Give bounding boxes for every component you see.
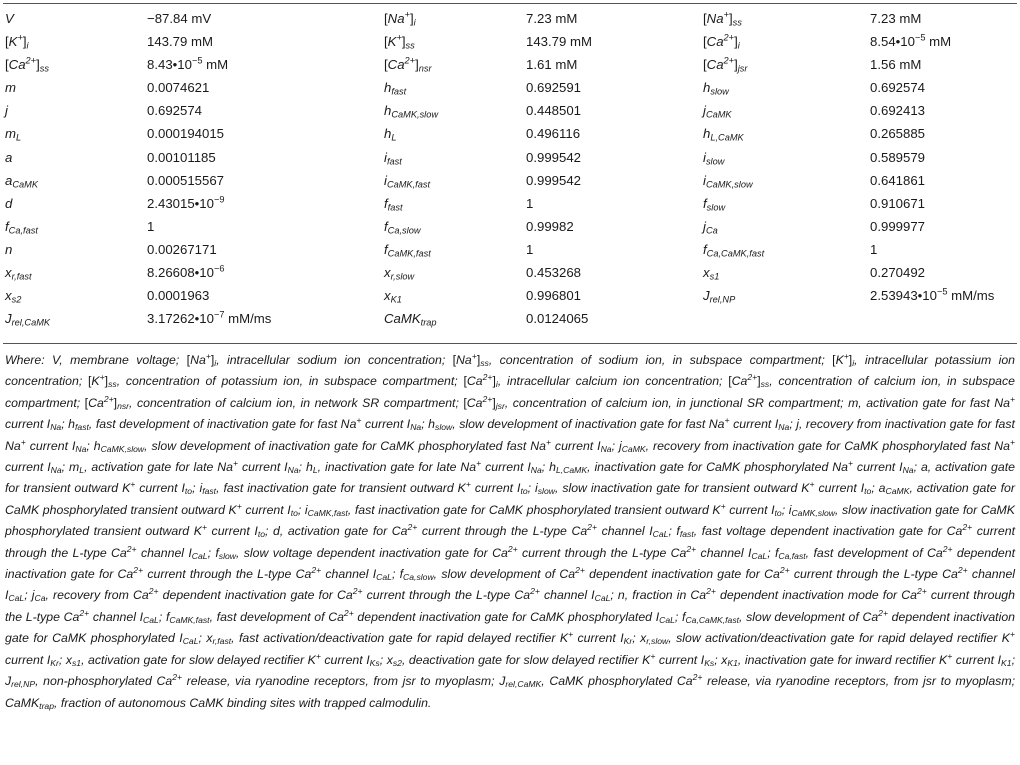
- value-cell: 0.910671: [870, 195, 926, 211]
- value-cell: 0.0074621: [147, 80, 210, 96]
- symbol-cell: $[K^+]_{ss}$: [384, 32, 415, 51]
- top-rule: [3, 3, 1017, 4]
- symbol-cell: $f_{fast}$: [384, 195, 403, 213]
- table-row: [3, 30, 1017, 53]
- value-cell: 0.000194015: [147, 126, 225, 142]
- symbol-cell: $[K^+]_i$: [5, 32, 29, 51]
- symbol-cell: $f_{Ca,slow}$: [384, 218, 421, 236]
- symbol-cell: $a_{CaMK}$: [5, 172, 38, 189]
- value-cell: 0.00101185: [147, 149, 216, 165]
- value-cell: 1: [526, 241, 534, 257]
- value-cell: $3.17262•10^{-7}$ mM/ms: [147, 309, 272, 327]
- symbol-cell: $x_{s2}$: [5, 288, 22, 305]
- symbol-cell: $j_{Ca}$: [703, 218, 718, 236]
- value-cell: 1: [870, 241, 878, 257]
- table-row: [3, 99, 1017, 122]
- value-cell: 1: [526, 195, 534, 211]
- value-cell: 0.692574: [147, 103, 203, 119]
- symbol-cell: V: [5, 11, 14, 26]
- symbol-cell: $x_{K1}$: [384, 288, 402, 305]
- value-cell: 0.641861: [870, 172, 926, 188]
- value-cell: $8.54•10^{-5}$ mM: [870, 32, 952, 50]
- symbol-cell: $[Na^+]_i$: [384, 9, 416, 28]
- value-cell: 0.999542: [526, 149, 582, 165]
- symbol-cell: $i_{fast}$: [384, 149, 402, 166]
- value-cell: 1.56 mM: [870, 57, 922, 73]
- table-row: [3, 146, 1017, 169]
- symbol-cell: $x_{s1}$: [703, 265, 720, 282]
- symbol-cell: $i_{CaMK,fast}$: [384, 172, 431, 189]
- value-cell: 1.61 mM: [526, 57, 578, 73]
- symbol-cell: $i_{CaMK,slow}$: [703, 172, 753, 189]
- value-cell: 0.496116: [526, 126, 581, 142]
- value-cell: 0.999542: [526, 172, 582, 188]
- symbol-cell: d: [5, 195, 13, 211]
- value-cell: 0.999977: [870, 218, 926, 234]
- table-row: [3, 307, 1017, 330]
- symbol-cell: m: [5, 80, 16, 96]
- value-cell: 0.000515567: [147, 172, 225, 188]
- table-row: [3, 192, 1017, 215]
- symbol-cell: j: [5, 103, 8, 119]
- table-row: [3, 238, 1017, 261]
- table-row: [3, 215, 1017, 238]
- symbol-cell: $x_{r,fast}$: [5, 265, 32, 282]
- table-row: [3, 284, 1017, 307]
- value-cell: $8.43•10^{-5}$ mM: [147, 55, 229, 73]
- table-row: [3, 53, 1017, 76]
- symbol-cell: $[Na^+]_{ss}$: [703, 9, 742, 28]
- symbol-cell: $f_{Ca,CaMK,fast}$: [703, 241, 765, 259]
- value-cell: 0.692413: [870, 103, 926, 119]
- table-row: [3, 76, 1017, 99]
- symbol-cell: $h_{slow}$: [703, 80, 729, 97]
- value-cell: 0.692574: [870, 80, 926, 96]
- value-cell: 0.00267171: [147, 241, 217, 257]
- value-cell: 143.79 mM: [147, 34, 213, 50]
- table-footnote: Where: V, membrane voltage; $[Na^+]_i$, intracellular sodium ion concentration; $[Na^+]_{ss}$, concentration of sodium ion, in subspace compartment; $[K^+]_i$, intracellular potassium ion concentration; $[K^+]_{ss}$, concentration of potassium ion, in subspace compartment; $[Ca^{2+}]_i$, intracellular calcium ion concentration; $[Ca^{2+}]_{ss}$, concentration of calcium ion, in subspace compartment; $[Ca^{2+}]_{nsr}$, concentration of calcium ion, in network SR compartment; $[Ca^{2+}]_{jsr}$, concentration of calcium ion, in junctional SR compartment; m, activation gate for fast Na+ current $I_{Na}$; $h_{fast}$, fast development of inactivation gate for fast Na+ current $I_{Na}$; $h_{slow}$, slow development of inactivation gate for fast Na+ current $I_{Na}$; j, recovery from inactivation gate for fast Na+ current $I_{Na}$; $h_{CaMK,slow}$, slow development of inactivation gate for CaMK phosphorylated fast Na+ current $I_{Na}$; $j_{CaMK}$, recovery from inactivation gate for CaMK phosphorylated fast Na+ current $I_{Na}$; $m_L$, activation gate for late Na+ current $I_{Na}$; $h_L$, inactivation gate for late Na+ current $I_{Na}$; $h_{L,CaMK}$, inactivation gate for CaMK phosphorylated Na+ current $I_{Na}$; a, activation gate for transient outward K+ current $I_{to}$; $i_{fast}$, fast inactivation gate for transient outward K+ current $I_{to}$; $i_{slow}$, slow inactivation gate for transient outward K+ current $I_{to}$; $a_{CaMK}$, activation gate for CaMK phosphorylated transient outward K+ current $I_{to}$; $i_{CaMK,fast}$, fast inactivation gate for CaMK phosphorylated transient outward K+ current $I_{to}$; $i_{CaMK,slow}$, slow inactivation gate for CaMK phosphorylated transient outward K+ current $I_{to}$; d, activation gate for $Ca^{2+}$ current through the L-type $Ca^{2+}$ channel $I_{CaL}$; $f_{fast}$, fast voltage dependent inactivation gate for $Ca^{2+}$ current through the L-type $Ca^{2+}$ channel $I_{CaL}$; $f_{slow}$, slow voltage dependent inactivation gate for $Ca^{2+}$ current through the L-type $Ca^{2+}$ channel $I_{CaL}$; $f_{Ca,fast}$, fast development of $Ca^{2+}$ dependent inactivation gate for $Ca^{2+}$ current through the L-type $Ca^{2+}$ channel $I_{CaL}$; $f_{Ca,slow}$, slow development of $Ca^{2+}$ dependent inactivation gate for $Ca^{2+}$ current through the L-type $Ca^{2+}$ channel $I_{CaL}$; $j_{Ca}$, recovery from $Ca^{2+}$ dependent inactivation gate for $Ca^{2+}$ current through the L-type $Ca^{2+}$ channel $I_{CaL}$; n, fraction in $Ca^{2+}$ dependent inactivation mode for $Ca^{2+}$ current through the L-type $Ca^{2+}$ channel $I_{CaL}$; $f_{CaMK,fast}$, fast development of $Ca^{2+}$ dependent inactivation gate for CaMK phosphorylated $I_{CaL}$; $f_{Ca,CaMK,fast}$, slow development of $Ca^{2+}$ dependent inactivation gate for CaMK phosphorylated $I_{CaL}$; $x_{r,fast}$, fast activation/deactivation gate for rapid delayed rectifier K+ current $I_{Kr}$; $x_{r,slow}$, slow activation/deactivation gate for rapid delayed rectifier K+ current $I_{Kr}$; $x_{s1}$, activation gate for slow delayed rectifier K+ current $I_{Ks}$; $x_{s2}$, deactivation gate for slow delayed rectifier K+ current $I_{Ks}$; $x_{K1}$, inactivation gate for inward rectifier K+ current $I_{K1}$; $J_{rel,NP}$, non-phosphorylated $Ca^{2+}$ release, via ryanodine receptors, from jsr to myoplasm; $J_{rel,CaMK}$, CaMK phosphorylated $Ca^{2+}$ release, via ryanodine receptors, from jsr to myoplasm; CaMK$_{trap}$, fraction of autonomous CaMK binding sites with trapped calmodulin.: [5, 350, 1016, 711]
- symbol-cell: $j_{CaMK}$: [703, 103, 732, 120]
- symbol-cell: $[Ca^{2+}]_{nsr}$: [384, 55, 432, 74]
- value-cell: 0.270492: [870, 265, 926, 281]
- value-cell: 0.453268: [526, 265, 582, 281]
- table-row: [3, 261, 1017, 284]
- symbol-cell: n: [5, 241, 13, 257]
- value-cell: 143.79 mM: [526, 34, 592, 50]
- value-cell: 0.692591: [526, 80, 582, 96]
- value-cell: 0.0124065: [526, 311, 589, 327]
- symbol-cell: a: [5, 149, 13, 165]
- value-cell: 7.23 mM: [870, 11, 922, 26]
- value-cell: 7.23 mM: [526, 11, 578, 26]
- value-cell: 0.99982: [526, 218, 574, 234]
- symbol-cell: $x_{r,slow}$: [384, 265, 415, 282]
- symbol-cell: [701, 307, 868, 330]
- symbol-cell: $f_{CaMK,fast}$: [384, 241, 431, 259]
- symbol-cell: $f_{Ca,fast}$: [5, 218, 38, 236]
- symbol-cell: $f_{slow}$: [703, 195, 726, 213]
- value-cell: 0.0001963: [147, 288, 210, 304]
- symbol-cell: $h_{CaMK,slow}$: [384, 103, 439, 120]
- symbol-cell: $[Ca^{2+}]_i$: [703, 32, 740, 51]
- symbol-cell: $m_L$: [5, 126, 22, 143]
- table-row: [3, 169, 1017, 192]
- symbol-cell: $[Ca^{2+}]_{ss}$: [5, 55, 49, 74]
- value-cell: [868, 307, 1017, 330]
- table-row: [3, 122, 1017, 145]
- symbol-cell: $h_{L,CaMK}$: [703, 126, 744, 143]
- value-cell: 0.448501: [526, 103, 582, 119]
- value-cell: 0.996801: [526, 288, 582, 304]
- symbol-cell: $h_{fast}$: [384, 80, 407, 97]
- symbol-cell: $h_L$: [384, 126, 397, 143]
- symbol-cell: $[Ca^{2+}]_{jsr}$: [703, 55, 748, 74]
- footnote-rule: [3, 343, 1017, 344]
- value-cell: −87.84 mV: [147, 11, 212, 26]
- value-cell: $2.53943•10^{-5}$ mM/ms: [870, 286, 995, 304]
- symbol-cell: $J_{rel,CaMK}$: [5, 311, 51, 328]
- symbol-cell: $J_{rel,NP}$: [703, 288, 736, 305]
- table-row: [3, 7, 1017, 30]
- value-cell: 0.265885: [870, 126, 926, 142]
- value-cell: 0.589579: [870, 149, 926, 165]
- initial-values-table: [3, 7, 1017, 330]
- value-cell: 1: [147, 218, 155, 234]
- value-cell: $8.26608•10^{-6}$: [147, 263, 225, 281]
- value-cell: $2.43015•10^{-9}$: [147, 194, 225, 211]
- symbol-cell: CaMK$_{trap}$: [384, 311, 437, 328]
- symbol-cell: $i_{slow}$: [703, 149, 725, 166]
